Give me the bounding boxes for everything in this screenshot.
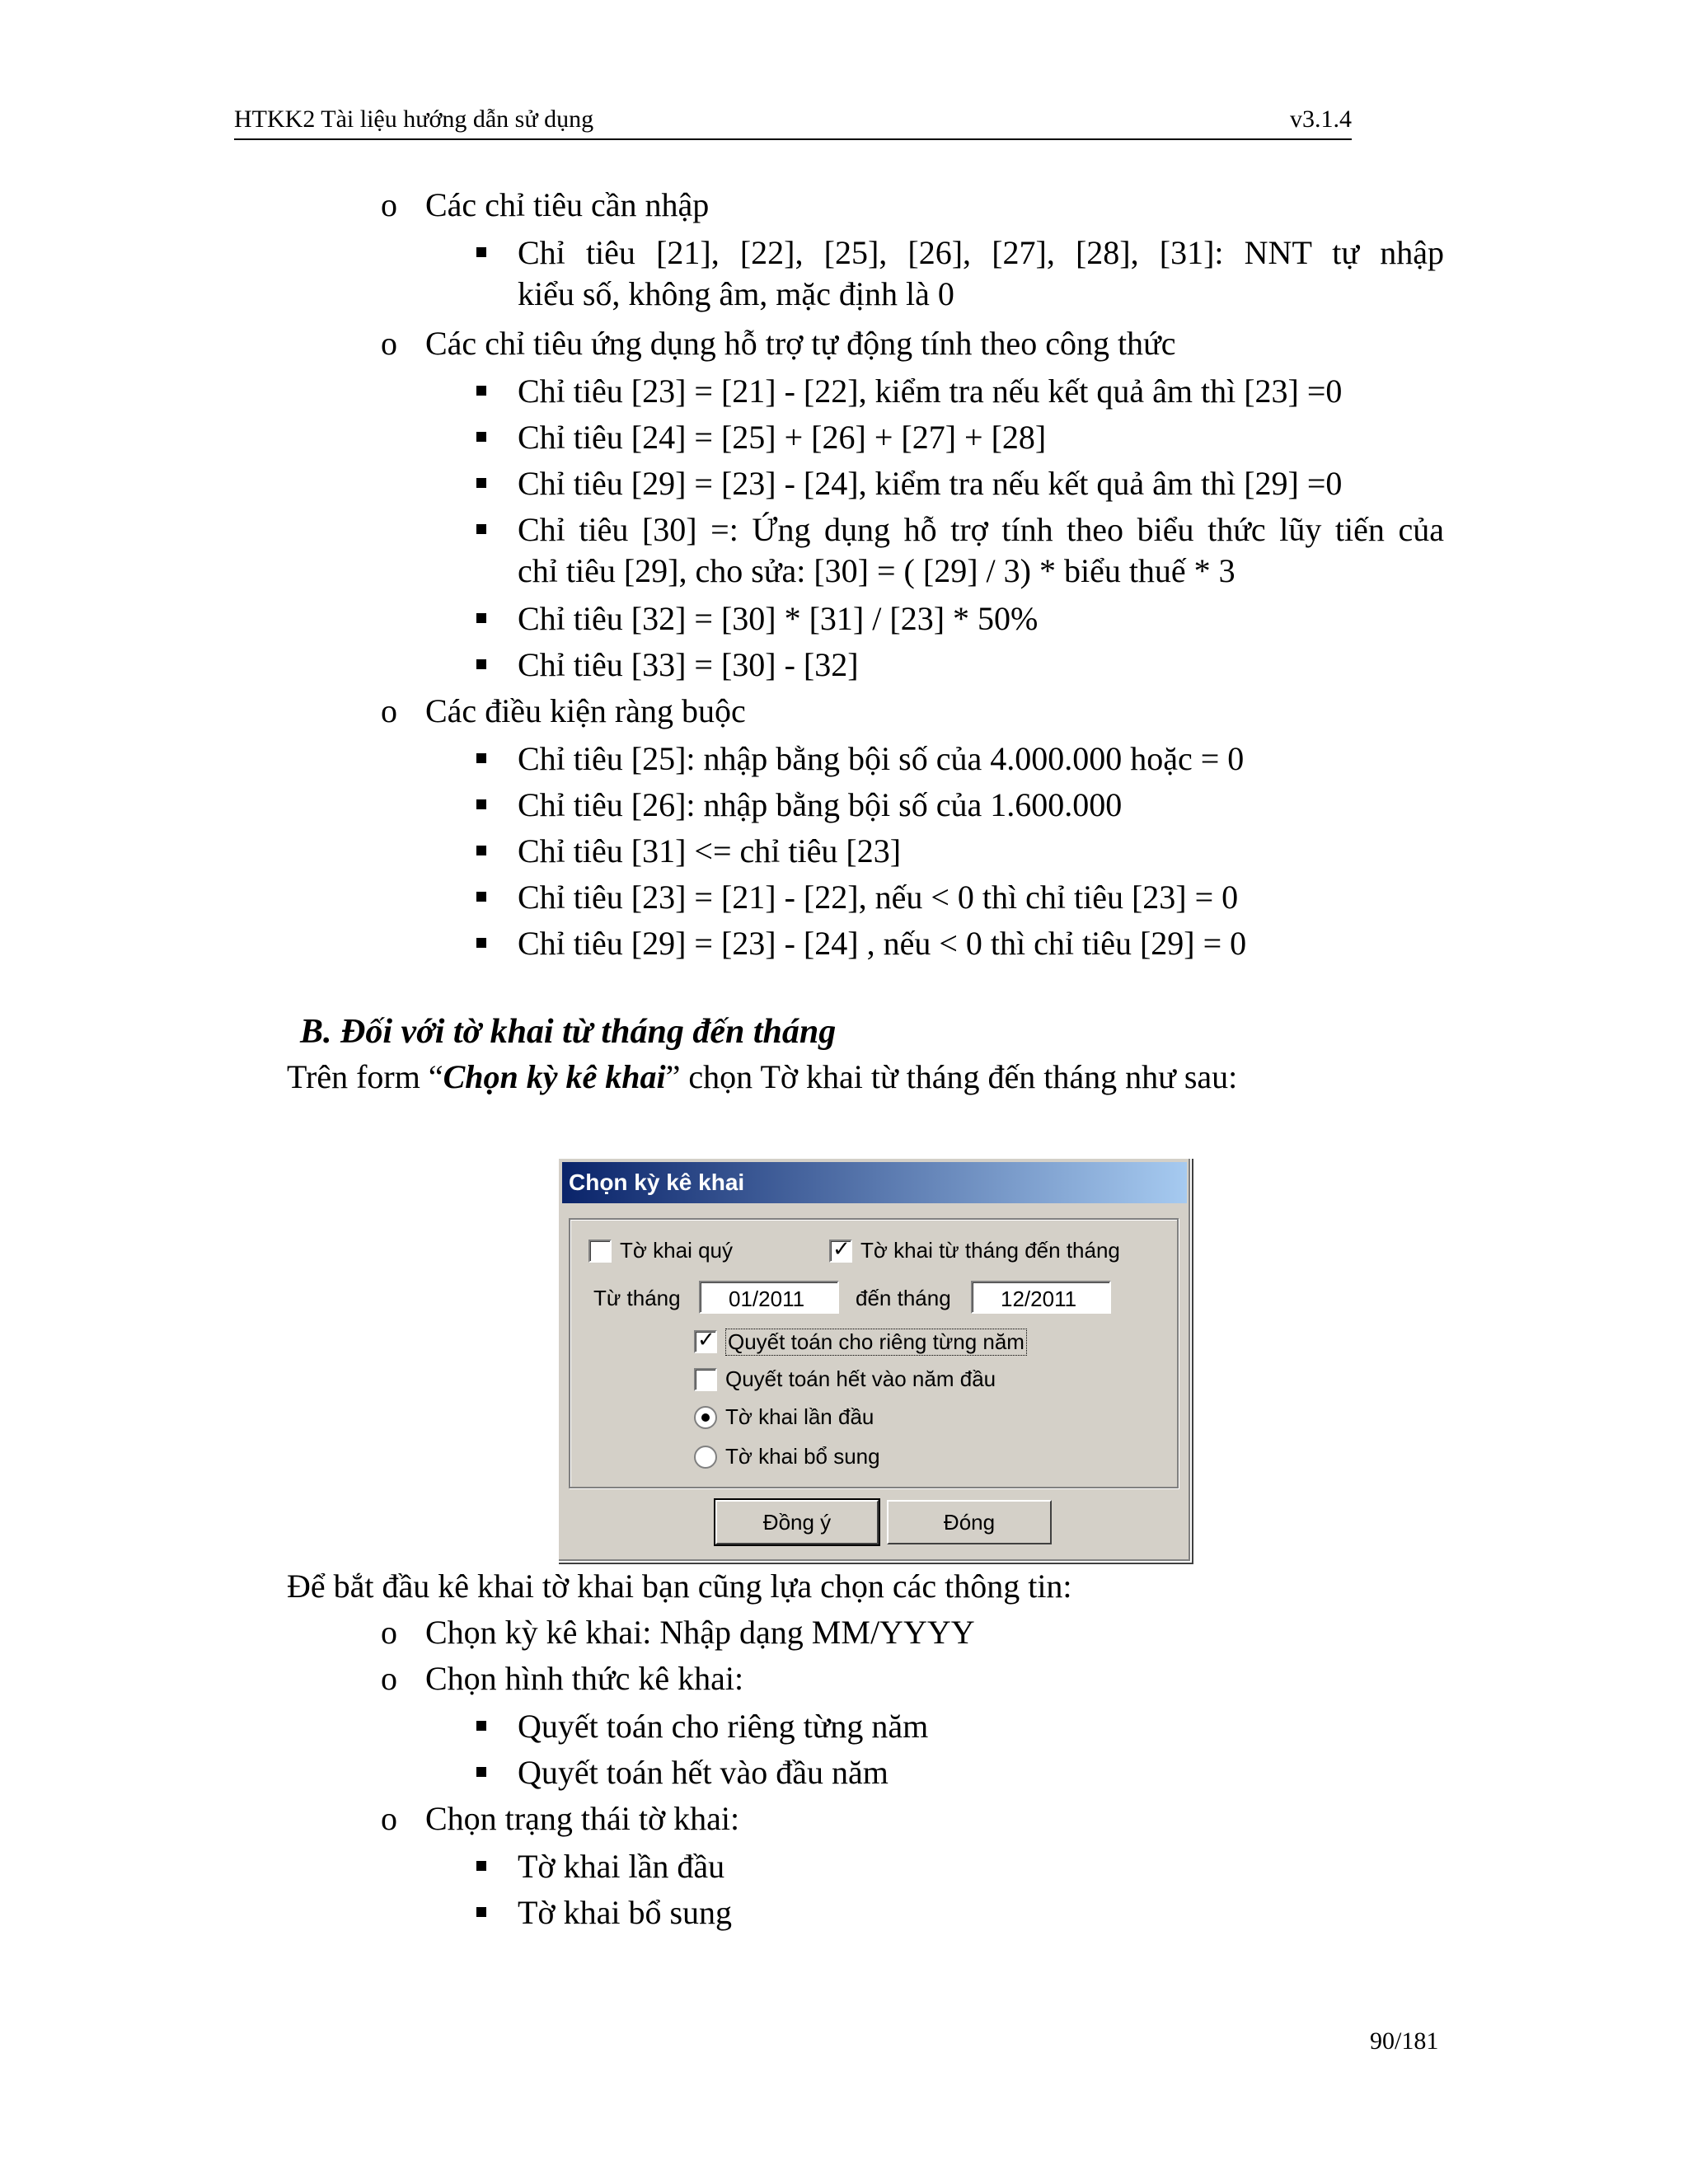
section-c-item3-sub: Tờ khai lần đầu — [518, 1848, 725, 1885]
square-bullet-icon — [476, 613, 486, 623]
from-month-input[interactable]: 01/2011 — [699, 1281, 839, 1314]
radio-selected-dot — [701, 1413, 710, 1422]
section-c-item2-sub: Quyết toán hết vào đầu năm — [518, 1754, 889, 1791]
first-declaration-radio[interactable] — [694, 1406, 717, 1429]
header-version: v3.1.4 — [1290, 105, 1352, 133]
group2-item: Chỉ tiêu [24] = [25] + [26] + [27] + [28] — [518, 419, 1047, 456]
group2-title: Các chỉ tiêu ứng dụng hỗ trợ tự động tính theo công thức — [425, 325, 1176, 362]
section-c-item3: Chọn trạng thái tờ khai: — [425, 1800, 740, 1837]
close-button[interactable]: Đóng — [887, 1500, 1052, 1544]
from-month-label: Từ tháng — [593, 1286, 681, 1310]
square-bullet-icon — [476, 892, 486, 902]
square-bullet-icon — [476, 1721, 486, 1731]
quarter-checkbox-label: Tờ khai quý — [620, 1238, 733, 1263]
section-c-item1: Chọn kỳ kê khai: Nhập dạng MM/YYYY — [425, 1614, 975, 1651]
section-b-heading: B. Đối với tờ khai từ tháng đến tháng — [300, 1013, 837, 1051]
to-month-input[interactable]: 12/2011 — [971, 1281, 1111, 1314]
options-groupbox — [569, 1218, 1179, 1488]
square-bullet-icon — [476, 432, 486, 442]
bullet-o: o — [381, 692, 397, 729]
group3-item: Chỉ tiêu [23] = [21] - [22], nếu < 0 thì chỉ tiêu [23] = 0 — [518, 879, 1239, 916]
group1-title: Các chỉ tiêu cần nhập — [425, 186, 710, 223]
group2-item: Chỉ tiêu [29] = [23] - [24], kiểm tra nếu kết quả âm thì [29] =0 — [518, 465, 1343, 502]
bullet-o: o — [381, 1614, 397, 1651]
group3-title: Các điều kiện ràng buộc — [425, 692, 746, 729]
to-month-label: đến tháng — [856, 1286, 951, 1310]
square-bullet-icon — [476, 1907, 486, 1917]
month-range-checkbox-label: Tờ khai từ tháng đến tháng — [860, 1238, 1120, 1263]
first-declaration-label: Tờ khai lần đầu — [725, 1404, 874, 1429]
square-bullet-icon — [476, 478, 486, 488]
month-range-checkbox[interactable] — [829, 1236, 852, 1263]
group3-item: Chỉ tiêu [31] <= chỉ tiêu [23] — [518, 832, 902, 869]
settle-first-year-checkbox[interactable] — [694, 1368, 717, 1391]
header-title: HTKK2 Tài liệu hướng dẫn sử dụng — [234, 105, 594, 133]
square-bullet-icon — [476, 1767, 486, 1777]
square-bullet-icon — [476, 846, 486, 855]
bullet-o: o — [381, 1800, 397, 1837]
supplement-declaration-label: Tờ khai bổ sung — [725, 1444, 880, 1469]
supplement-declaration-radio[interactable] — [694, 1446, 717, 1469]
choose-period-dialog — [557, 1157, 1192, 1563]
square-bullet-icon — [476, 753, 486, 763]
group3-item: Chỉ tiêu [25]: nhập bằng bội số của 4.000.000 hoặc = 0 — [518, 740, 1245, 777]
dialog-titlebar: Chọn kỳ kê khai — [562, 1162, 1187, 1203]
settle-each-year-checkbox[interactable] — [694, 1327, 717, 1353]
square-bullet-icon — [476, 659, 486, 669]
section-c-item2-sub: Quyết toán cho riêng từng năm — [518, 1708, 929, 1745]
section-b-intro: Trên form “Chọn kỳ kê khai” chọn Tờ khai từ tháng đến tháng như sau: — [287, 1058, 1238, 1095]
section-c-item2: Chọn hình thức kê khai: — [425, 1660, 744, 1697]
square-bullet-icon — [476, 938, 486, 948]
square-bullet-icon — [476, 386, 486, 396]
ok-button[interactable]: Đồng ý — [715, 1500, 879, 1544]
check-mark-icon: ✓ — [697, 1327, 715, 1352]
group2-item: Chỉ tiêu [30] =: Ứng dụng hỗ trợ tính theo biểu thức lũy tiến của — [518, 511, 1444, 548]
page-number: 90/181 — [1370, 2027, 1439, 2055]
quarter-checkbox[interactable] — [588, 1240, 612, 1263]
group2-item: Chỉ tiêu [32] = [30] * [31] / [23] * 50% — [518, 600, 1039, 637]
check-mark-icon: ✓ — [832, 1236, 851, 1261]
page-header — [234, 105, 1352, 140]
group1-item1-line2: kiểu số, không âm, mặc định là 0 — [518, 275, 954, 312]
bullet-o: o — [381, 325, 397, 362]
settle-first-year-label: Quyết toán hết vào năm đầu — [725, 1366, 996, 1391]
square-bullet-icon — [476, 524, 486, 534]
group2-item: Chỉ tiêu [33] = [30] - [32] — [518, 646, 859, 683]
group1-item1-line1: Chỉ tiêu [21], [22], [25], [26], [27], [28], [31]: NNT tự nhập — [518, 234, 1444, 271]
square-bullet-icon — [476, 1861, 486, 1871]
bullet-o: o — [381, 1660, 397, 1697]
section-c-item3-sub: Tờ khai bổ sung — [518, 1894, 733, 1931]
settle-each-year-label: Quyết toán cho riêng từng năm — [725, 1329, 1027, 1356]
bullet-o: o — [381, 186, 397, 223]
square-bullet-icon — [476, 247, 486, 257]
group2-item: Chỉ tiêu [23] = [21] - [22], kiểm tra nếu kết quả âm thì [23] =0 — [518, 373, 1343, 410]
square-bullet-icon — [476, 799, 486, 809]
group3-item: Chỉ tiêu [29] = [23] - [24] , nếu < 0 thì chỉ tiêu [29] = 0 — [518, 925, 1247, 962]
group3-item: Chỉ tiêu [26]: nhập bằng bội số của 1.600.000 — [518, 786, 1123, 823]
section-c-intro: Để bắt đầu kê khai tờ khai bạn cũng lựa chọn các thông tin: — [287, 1568, 1072, 1605]
group2-item-continued: chỉ tiêu [29], cho sửa: [30] = ( [29] / 3) * biểu thuế * 3 — [518, 552, 1236, 589]
